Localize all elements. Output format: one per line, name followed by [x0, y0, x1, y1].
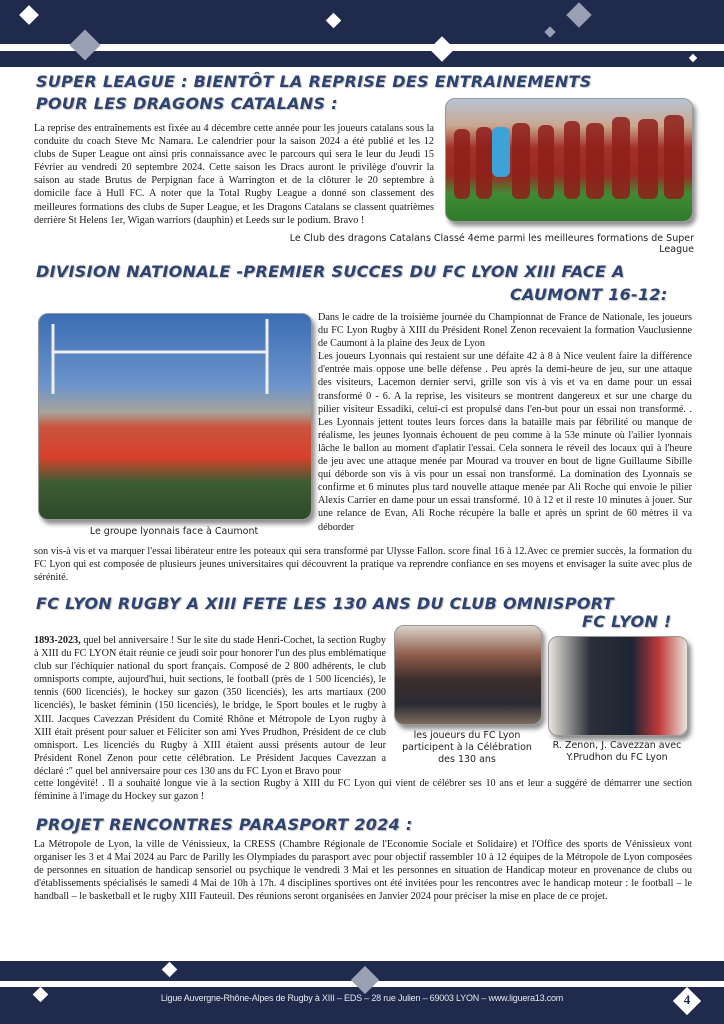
footer-address: Ligue Auvergne-Rhône-Alpes de Rugby à XIII – EDS – 28 rue Julien – 69003 LYON – www.liguera13.com [160, 993, 564, 1003]
article-title: FC LYON RUGBY A XIII FETE LES 130 ANS DU CLUB OMNISPORT [36, 594, 614, 613]
article-body [318, 311, 692, 534]
article-body: son vis-à vis et va marquer l'essai libérateur entre les poteaux qui sera transformé par Ulysse Fallon. score final 16 à 12.Avec ce premier succès, la formation du FC Lyon qui est composée de plusieurs jeunes universitaires qui découvrent la pratique va reprendre confiance en ses moyens et envisager la suite avec plus de sérénité. [34, 546, 692, 584]
photo-caption: les joueurs du FC Lyon participent à la Célébration des 130 ans [402, 730, 532, 765]
article-title: FC LYON ! [582, 612, 672, 631]
celebration-photo [394, 625, 542, 725]
header-band-top [0, 0, 724, 44]
article-title: DIVISION NATIONALE -PREMIER SUCCES DU FC LYON XIII FACE A [36, 262, 625, 281]
article-title: POUR LES DRAGONS CATALANS : [36, 94, 338, 113]
article-paragraph: Dans le cadre de la troisième journée du Championnat de France de Nationale, les joueurs du FC Lyon Rugby à XIII du Président Ronel Zenon recevaient la formation Vauclusienne de Caumont à la plaine des Jeux de Lyon [318, 312, 692, 350]
photo-caption: R. Zenon, J. Cavezzan avec Y.Prudhon du FC Lyon [552, 740, 682, 763]
header-band-bottom [0, 51, 724, 67]
photo-caption: Le groupe lyonnais face à Caumont [89, 526, 259, 537]
article-body: La Métropole de Lyon, la ville de Vénissieux, la CRESS (Chambre Régionale de l'Economie Sociale et Solidaire) et l'Office des sports de Vénissieux vont organiser les 3 et 4 Mai 2024 au Parc de Parilly les Olympiades du parasport avec pour objectif rassembler 10 à 12 équipes de la Métropole de Lyon composées de personnes en situation de handicap sensoriel ou psychique le vendredi 3 Mai et les personnes en situation de Handicap moteur en provenance de clubs ou d'établissements spécialisés le samedi 4 Mai de 10h à 17h. 4 disciplines sportives ont été invitées pour les rencontres avec le handicap moteur : le football – le handball – le basketball et le rugby XIII Fauteuil. Des réunions seront organisées en Janvier 2024 pour préciser la mise en place de ce projet. [34, 839, 692, 903]
presidents-photo [548, 636, 688, 736]
dragons-catalans-photo [445, 98, 693, 222]
article-paragraph: quel bel anniversaire ! Sur le site du stade Henri-Cochet, la section Rugby à XIII du FC LYON était réunie ce jeudi soir pour honorer l'un des plus emblématique club sur l'échiquier national du sport français. Composé de 2 800 adhérents, le club omnisports compte, aujourd'hui, huit sections, le football (près de 1 500 licenciés), le tennis (600 licenciés), le hockey sur gazon (350 licenciés), les arts martiaux (200 licenciés), le basket féminin (150 licenciés), le bridge, le Sport boules et le rugby à XIII. Jacques Cavezzan Président du Comité Rhône et Métropole de Lyon rugby à XIII était présent pour saluer et Féliciter son ami Yves Prudhon, Président de ce club omnisport. Les licenciés du Rugby à XIII étaient aussi présents autour de leur Président Ronel Zenon pour cette célébration. Le Président Jacques Cavezzan a déclaré :" quel bel anniversaire pour ces 130 ans du FC Lyon et Bravo pour [34, 635, 386, 777]
article-body: La reprise des entraînements est fixée au 4 décembre cette année pour les joueurs catalans sous la conduite du coach Steve Mc Namara. Le calendrier pour la saison 2024 a été publié et les 12 clubs de Super League ont ainsi pris connaissance avec le parcours qui sera le leur du Jeudi 15 Février au vendredi 20 septembre 2024. Cette saison les Dracs auront le privilège d'ouvrir la saison au stade Brutus de Perpignan face à Warrington et de la clôturer le 20 septembre à domicile face à Hull FC. A noter que la Total Rugby League a donné son classement des meilleures formations des clubs de Super League, et les Dragons Catalans se classent quatrièmes derrière St Helens 1er, Wigan warriors (dauphin) et Leeds sur le podium. Bravo ! [34, 123, 434, 226]
article-paragraph: Les joueurs Lyonnais qui restaient sur une défaite 42 à 8 à Nice veulent faire la différence d'entrée mais oppose une belle défense . Peu après la demi-heure de jeu, sur une attaque des visiteurs, Lacemon dernier servi, grille son vis à vis et va en dame pour un essai transformé 0 - 6. A la reprise, les visiteurs se montrent dangereux et sur une charge du pilier visiteur Essadiki, celui-ci est propulsé dans l'en-but pour un essai non transformé. . Les Lyonnais jettent toutes leurs forces dans la bataille mais par fébrilité ou manque de réalisme, les jeunes lyonnais échouent de peu comme à la 53e minute où l'ailier lyonnais lâche le ballon au moment d'aplatir l'essai. Cela sonnera le réveil des locaux qui à l'heure de jeu avec une attaque menée par Mourad va trouver en bout de ligne Guillaume Sibille qui déborde son vis à vis pour un essai non transformé. La domination des Lyonnais se confirme et 6 minutes plus tard nouvelle attaque menée par Ali Roche qui envoie le pilier Alexis Carrier en dame pour un essai transformé. 10 à 12 et il reste 10 minutes à jouer. Sur une relance de Evan, Ali Roche récupère la balle et après un sprint de 60 mètres il va déborder [318, 351, 692, 533]
article-body: cette longévité! . Il a souhaité longue vie à la section Rugby à XIII du FC Lyon qui vient de célébrer ses 10 ans et leur a suggéré de démarrer une section féminine à l'image du Hockey sur gazon ! [34, 778, 692, 803]
photo-caption: Le Club des dragons Catalans Classé 4eme parmi les meilleures formations de Super League [289, 233, 694, 255]
article-body [34, 634, 386, 778]
article-title: SUPER LEAGUE : BIENTÔT LA REPRISE DES ENTRAINEMENTS [36, 72, 592, 91]
article-title: CAUMONT 16-12: [510, 285, 668, 304]
page-number: 4 [683, 992, 691, 1007]
team-silhouettes [446, 99, 692, 221]
article-title: PROJET RENCONTRES PARASPORT 2024 : [36, 815, 413, 834]
goal-posts [39, 314, 311, 519]
article-lead: 1893-2023, [34, 635, 81, 646]
fc-lyon-team-photo [38, 313, 312, 520]
